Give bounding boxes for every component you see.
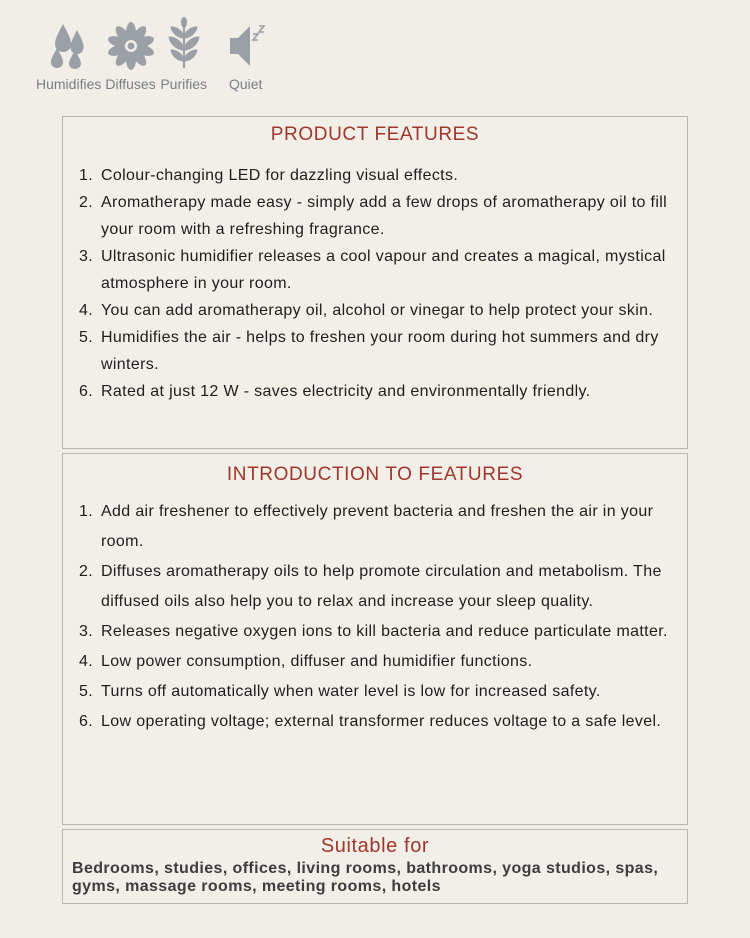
feature-diffuses (105, 16, 155, 92)
item-text: Colour-changing LED for dazzling visual effects. (101, 167, 459, 184)
item-number: 4. (79, 302, 94, 319)
suitable-for-title: Suitable for (320, 835, 430, 857)
list-item (79, 647, 673, 677)
product-features-box (62, 116, 688, 449)
list-item (79, 243, 673, 297)
list-item (79, 617, 673, 647)
item-number: 6. (79, 383, 94, 400)
feature-humidifies (36, 16, 101, 92)
suitable-places-text: Bedrooms, studies, offices, living rooms, bathrooms, yoga studios, spas, gyms, massage rooms, meeting rooms, hotels (72, 860, 659, 895)
water-drops-icon (45, 16, 93, 72)
item-number: 2. (79, 563, 94, 580)
leaf-sprig-icon (160, 16, 208, 72)
item-text: Rated at just 12 W - saves electricity and environmentally friendly. (101, 383, 591, 400)
item-text: Diffuses aromatherapy oils to help promote circulation and metabolism. The diffused oils also help you to relax and increase your sleep quality. (101, 563, 662, 610)
list-item (79, 297, 673, 324)
feature-label-purifies: Purifies (160, 76, 208, 92)
item-number: 3. (79, 623, 94, 640)
item-text: You can add aromatherapy oil, alcohol or vinegar to help protect your skin. (101, 302, 654, 319)
product-features-list (79, 162, 687, 405)
item-number: 6. (79, 713, 94, 730)
item-number: 4. (79, 653, 94, 670)
flower-icon (107, 16, 155, 72)
item-text: Add air freshener to effectively prevent bacteria and freshen the air in your room. (101, 503, 654, 550)
list-item (79, 378, 673, 405)
item-text: Low operating voltage; external transformer reduces voltage to a safe level. (101, 713, 662, 730)
feature-label-quiet: Quiet (228, 76, 263, 92)
list-item (79, 162, 673, 189)
item-number: 5. (79, 329, 94, 346)
item-text: Aromatherapy made easy - simply add a few drops of aromatherapy oil to fill your room with a refreshing fragrance. (101, 194, 668, 238)
item-number: 1. (79, 503, 94, 520)
introduction-features-title: INTRODUCTION TO FEATURES (226, 464, 524, 485)
list-item (79, 497, 673, 557)
list-item (79, 707, 673, 737)
feature-purifies (160, 16, 208, 92)
feature-label-diffuses: Diffuses (105, 76, 156, 92)
item-text: Ultrasonic humidifier releases a cool vapour and creates a magical, mystical atmosphere in your room. (101, 248, 666, 292)
list-item (79, 557, 673, 617)
feature-label-humidifies: Humidifies (36, 76, 102, 92)
list-item (79, 324, 673, 378)
product-features-title: PRODUCT FEATURES (270, 124, 480, 145)
speaker-zz-icon (222, 16, 270, 72)
feature-icons-row (36, 16, 274, 92)
suitable-for-box (62, 829, 688, 904)
item-number: 3. (79, 248, 94, 265)
item-text: Low power consumption, diffuser and humidifier functions. (101, 653, 533, 670)
feature-quiet (222, 16, 270, 92)
item-number: 5. (79, 683, 94, 700)
list-item (79, 189, 673, 243)
introduction-features-list (79, 497, 687, 737)
item-text: Humidifies the air - helps to freshen your room during hot summers and dry winters. (101, 329, 659, 373)
item-text: Turns off automatically when water level is low for increased safety. (101, 683, 601, 700)
item-number: 2. (79, 194, 94, 211)
item-number: 1. (79, 167, 94, 184)
introduction-features-box (62, 453, 688, 825)
list-item (79, 677, 673, 707)
item-text: Releases negative oxygen ions to kill bacteria and reduce particulate matter. (101, 623, 668, 640)
